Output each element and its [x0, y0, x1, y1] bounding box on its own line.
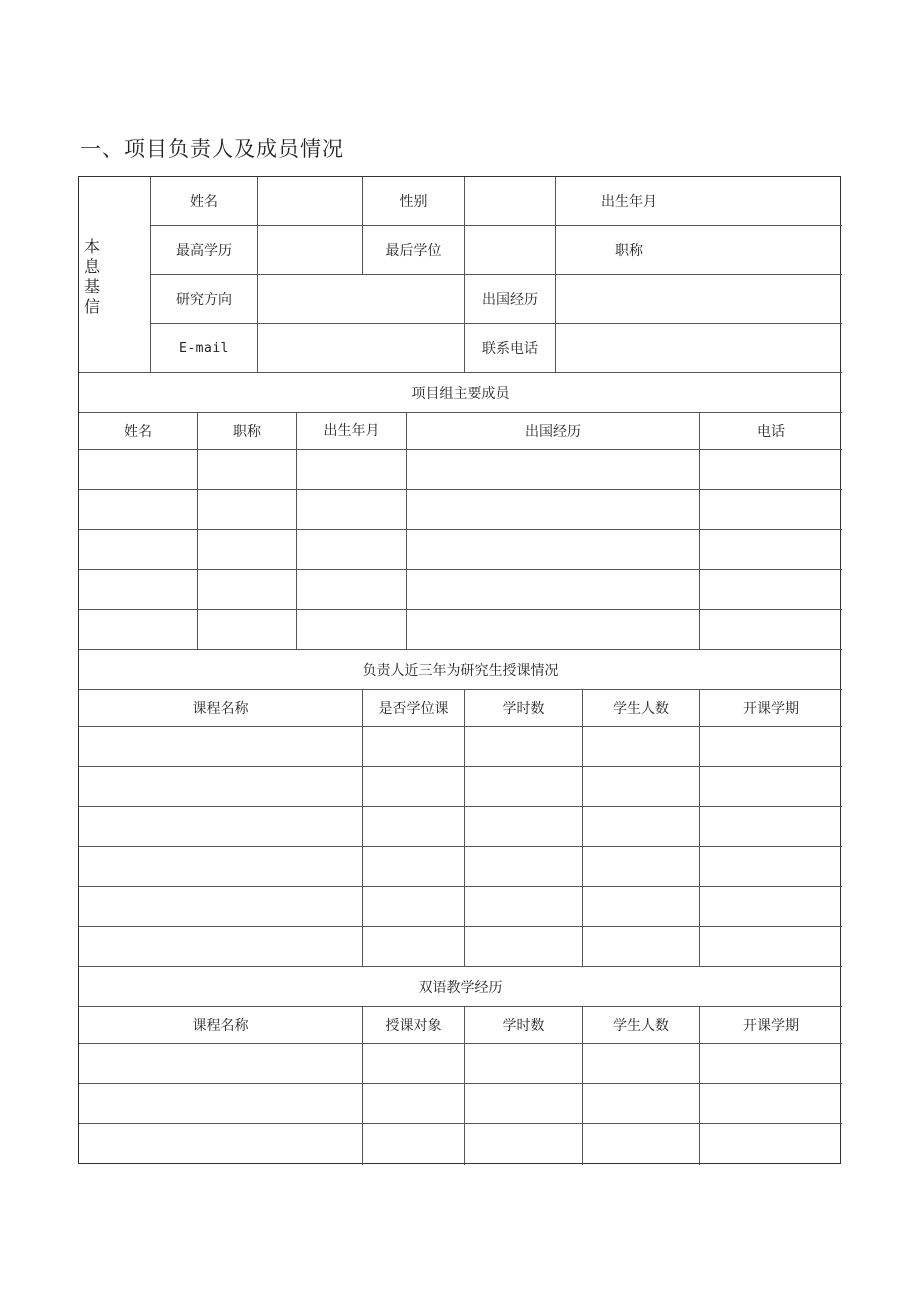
education-value-cell[interactable]	[258, 226, 362, 274]
bilingual-header-audience: 授课对象	[385, 1018, 442, 1034]
col-divider	[699, 689, 700, 966]
teaching-header-students: 学生人数	[613, 701, 669, 717]
row-divider	[79, 806, 842, 807]
row-divider	[79, 1043, 842, 1044]
members-header-title: 职称	[233, 424, 261, 440]
birth-label: 出生年月	[601, 194, 657, 210]
degree-label: 最后学位	[385, 243, 442, 259]
name-label: 姓名	[190, 194, 218, 210]
bilingual-section-title: 双语教学经历	[418, 979, 503, 996]
abroad-value-cell[interactable]	[556, 275, 842, 323]
teaching-header-degree-course: 是否学位课	[378, 701, 449, 717]
education-label: 最高学历	[176, 243, 232, 259]
row-divider	[79, 569, 842, 570]
abroad-label: 出国经历	[482, 292, 538, 308]
row-divider	[79, 766, 842, 767]
teaching-header-hours: 学时数	[502, 701, 545, 717]
row-divider	[79, 1123, 842, 1124]
email-value-cell[interactable]	[258, 324, 464, 372]
row-divider	[79, 926, 842, 927]
members-header-abroad: 出国经历	[525, 424, 581, 440]
col-divider	[582, 689, 583, 966]
bilingual-header-hours: 学时数	[502, 1018, 545, 1034]
name-value-cell[interactable]	[258, 177, 362, 225]
row-divider	[79, 529, 842, 530]
teaching-section-title: 负责人近三年为研究生授课情况	[362, 662, 559, 679]
teaching-header-semester: 开课学期	[743, 701, 799, 717]
bilingual-header-semester: 开课学期	[743, 1018, 799, 1034]
phone-label: 联系电话	[482, 341, 538, 357]
title-label: 职称	[615, 243, 643, 259]
degree-value-cell[interactable]	[465, 226, 555, 274]
row-divider	[79, 449, 842, 450]
research-label: 研究方向	[176, 292, 232, 308]
teaching-header-course: 课程名称	[192, 701, 249, 717]
row-divider	[79, 489, 842, 490]
email-label: E-mail	[179, 340, 229, 356]
col-divider	[362, 689, 363, 966]
row-divider	[79, 726, 842, 727]
bilingual-header-students: 学生人数	[613, 1018, 669, 1034]
members-header-phone: 电话	[757, 424, 785, 440]
gender-label: 性别	[399, 194, 428, 210]
basic-info-side-label: 本 息 基 信	[83, 237, 100, 316]
members-header-birth: 出生年月	[323, 423, 380, 439]
phone-value-cell[interactable]	[556, 324, 842, 372]
info-form-table	[78, 176, 841, 1164]
page-title: 一、项目负责人及成员情况	[80, 137, 344, 161]
members-header-name: 姓名	[124, 424, 152, 440]
row-divider	[79, 886, 842, 887]
research-value-cell[interactable]	[258, 275, 464, 323]
row-divider	[79, 1083, 842, 1084]
row-divider	[79, 609, 842, 610]
col-divider	[464, 689, 465, 966]
bilingual-header-course: 课程名称	[192, 1018, 249, 1034]
row-divider	[79, 846, 842, 847]
members-section-title: 项目组主要成员	[411, 385, 510, 402]
gender-value-cell[interactable]	[465, 177, 555, 225]
